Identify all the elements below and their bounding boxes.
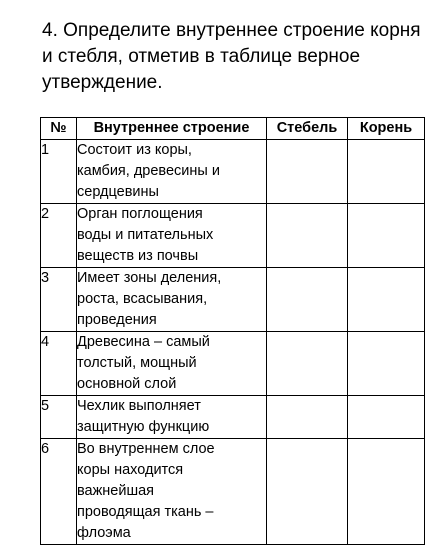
stem-answer-cell[interactable] bbox=[267, 439, 348, 545]
row-description bbox=[77, 439, 267, 545]
description-line: проведения bbox=[77, 312, 157, 328]
table-row bbox=[41, 332, 425, 396]
row-description bbox=[77, 204, 267, 268]
task-line: утверждение. bbox=[42, 72, 163, 93]
row-number: 2 bbox=[41, 204, 77, 268]
description-line: Во внутреннем слое bbox=[77, 441, 215, 457]
description-line: сердцевины bbox=[77, 184, 159, 200]
table-row bbox=[41, 268, 425, 332]
description-line: основной слой bbox=[77, 376, 177, 392]
root-answer-cell[interactable] bbox=[348, 396, 425, 439]
task-line: и стебля, отметив в таблице верное bbox=[42, 46, 361, 67]
description-line: воды и питательных bbox=[77, 227, 214, 243]
root-answer-cell[interactable] bbox=[348, 140, 425, 204]
root-answer-cell[interactable] bbox=[348, 268, 425, 332]
row-number: 5 bbox=[41, 396, 77, 439]
stem-answer-cell[interactable] bbox=[267, 268, 348, 332]
description-line: важнейшая bbox=[77, 483, 155, 499]
table-row bbox=[41, 439, 425, 545]
row-number: 6 bbox=[41, 439, 77, 545]
header-structure: Внутреннее строение bbox=[77, 118, 267, 140]
stem-answer-cell[interactable] bbox=[267, 396, 348, 439]
row-number: 3 bbox=[41, 268, 77, 332]
description-line: Состоит из коры, bbox=[77, 142, 192, 158]
table-row bbox=[41, 204, 425, 268]
stem-answer-cell[interactable] bbox=[267, 140, 348, 204]
stem-answer-cell[interactable] bbox=[267, 332, 348, 396]
root-answer-cell[interactable] bbox=[348, 204, 425, 268]
description-line: проводящая ткань – bbox=[77, 504, 214, 520]
description-line: коры находится bbox=[77, 462, 184, 478]
header-root: Корень bbox=[348, 118, 425, 140]
task-line: 4. Определите внутреннее строение корня bbox=[42, 20, 421, 41]
description-line: флоэма bbox=[77, 525, 131, 541]
table-header-row bbox=[41, 118, 425, 140]
description-line: камбия, древесины и bbox=[77, 163, 220, 179]
row-description bbox=[77, 140, 267, 204]
row-description bbox=[77, 332, 267, 396]
description-line: толстый, мощный bbox=[77, 355, 197, 371]
description-line: веществ из почвы bbox=[77, 248, 199, 264]
stem-answer-cell[interactable] bbox=[267, 204, 348, 268]
description-line: Древесина – самый bbox=[77, 334, 210, 350]
description-line: роста, всасывания, bbox=[77, 291, 208, 307]
task-text bbox=[42, 18, 426, 96]
root-answer-cell[interactable] bbox=[348, 439, 425, 545]
row-description bbox=[77, 268, 267, 332]
answer-table bbox=[40, 117, 425, 545]
header-number: № bbox=[41, 118, 77, 140]
description-line: защитную функцию bbox=[77, 419, 210, 435]
table-row bbox=[41, 140, 425, 204]
row-description bbox=[77, 396, 267, 439]
row-number: 4 bbox=[41, 332, 77, 396]
description-line: Имеет зоны деления, bbox=[77, 270, 222, 286]
root-answer-cell[interactable] bbox=[348, 332, 425, 396]
description-line: Чехлик выполняет bbox=[77, 398, 201, 414]
header-stem: Стебель bbox=[267, 118, 348, 140]
table-row bbox=[41, 396, 425, 439]
row-number: 1 bbox=[41, 140, 77, 204]
description-line: Орган поглощения bbox=[77, 206, 203, 222]
